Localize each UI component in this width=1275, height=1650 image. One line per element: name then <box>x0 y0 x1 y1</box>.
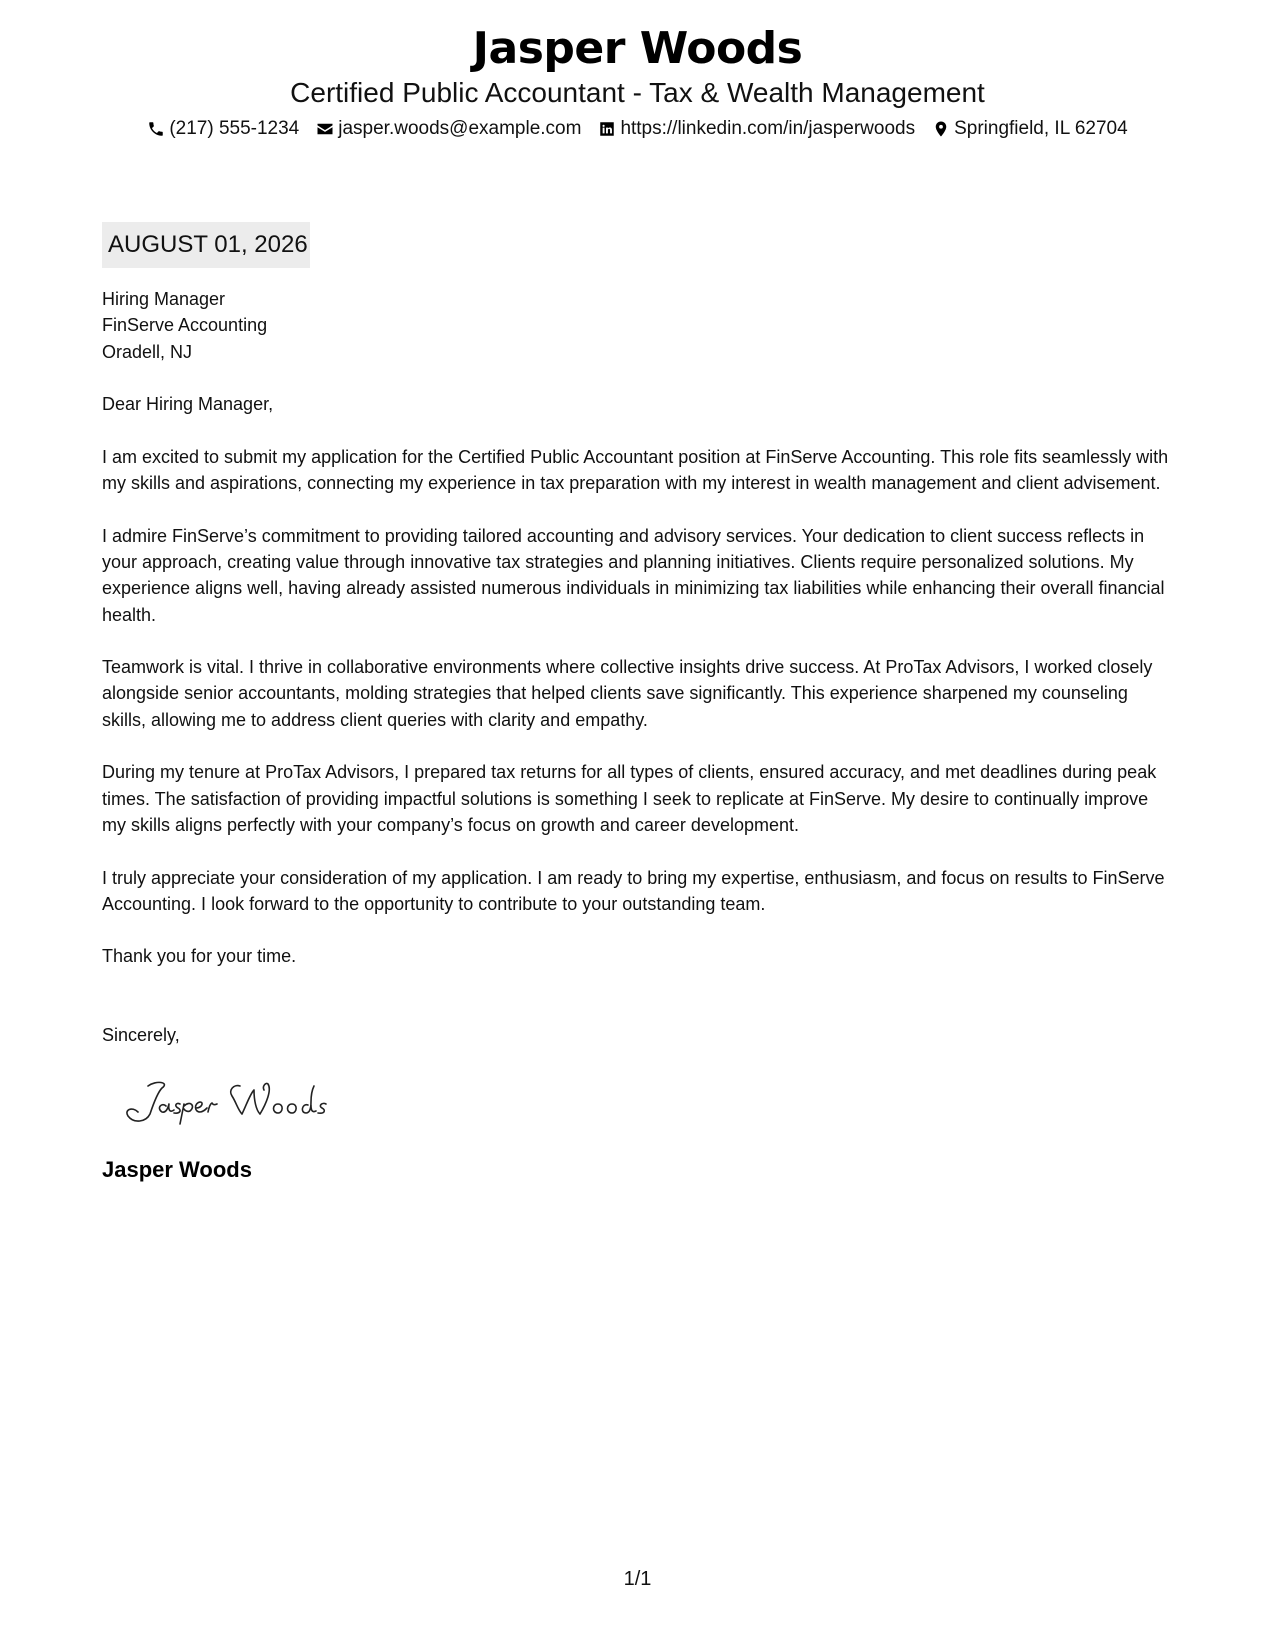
signer-name: Jasper Woods <box>102 1157 252 1183</box>
recipient-block <box>102 286 1172 365</box>
contact-email <box>316 116 581 142</box>
contact-location <box>932 116 1128 142</box>
letter-body <box>102 286 1172 1184</box>
recipient-line: FinServe Accounting <box>102 315 268 336</box>
phone-icon <box>147 120 165 138</box>
thank-you-line: Thank you for your time. <box>102 946 297 967</box>
body-paragraph: During my tenure at ProTax Advisors, I prepared tax returns for all types of clients, ensured accuracy, and met deadlines during peak times. The satisfaction of providing impactful solutions is something I seek to replicate at FinServe. My desire to continually improve my skills aligns perfectly with your company’s focus on growth and career development. <box>102 762 1157 835</box>
applicant-title: Certified Public Accountant - Tax & Wealth Management <box>290 77 985 108</box>
email-text: jasper.woods@example.com <box>338 118 582 139</box>
contact-linkedin <box>598 116 915 142</box>
recipient-line: Oradell, NJ <box>102 341 193 362</box>
salutation: Dear Hiring Manager, <box>102 394 274 415</box>
body-paragraph: I am excited to submit my application for the Certified Public Accountant position at FinServe Accounting. This role fits seamlessly with my skills and aspirations, connecting my experience in tax preparation with my interest in wealth management and client advisement. <box>102 446 1169 494</box>
contact-info <box>0 116 1275 142</box>
letter-date: AUGUST 01, 2026 <box>102 222 310 268</box>
page-number: 1/1 <box>623 1568 652 1590</box>
linkedin-icon <box>598 120 616 138</box>
body-paragraph: I admire FinServe’s commitment to providing tailored accounting and advisory services. Your dedication to client success reflects in your approach, creating value through innovative tax strategies and planning initiatives. Clients require personalized solutions. My experience aligns well, having already assisted numerous individuals in minimizing tax liabilities while enhancing their overall financial health. <box>102 525 1165 625</box>
body-paragraph: Teamwork is vital. I thrive in collaborative environments where collective insights drive success. At ProTax Advisors, I worked closely alongside senior accountants, molding strategies that helped clients save significantly. This experience sharpened my counseling skills, allowing me to address client queries with clarity and empathy. <box>102 657 1153 730</box>
envelope-icon <box>316 120 334 138</box>
contact-phone <box>147 116 299 142</box>
recipient-line: Hiring Manager <box>102 289 226 309</box>
map-pin-icon <box>932 120 950 138</box>
location-text: Springfield, IL 62704 <box>954 118 1128 139</box>
closing: Sincerely, <box>102 1024 180 1045</box>
handwritten-signature <box>118 1072 1172 1130</box>
phone-text: (217) 555-1234 <box>169 118 300 139</box>
letter-header <box>0 22 1275 142</box>
body-paragraph: I truly appreciate your consideration of my application. I am ready to bring my expertise, enthusiasm, and focus on results to FinServe Accounting. I look forward to the opportunity to contribute to your outstanding team. <box>102 867 1165 914</box>
applicant-name: Jasper Woods <box>472 23 803 74</box>
linkedin-text: https://linkedin.com/in/jasperwoods <box>620 118 916 139</box>
